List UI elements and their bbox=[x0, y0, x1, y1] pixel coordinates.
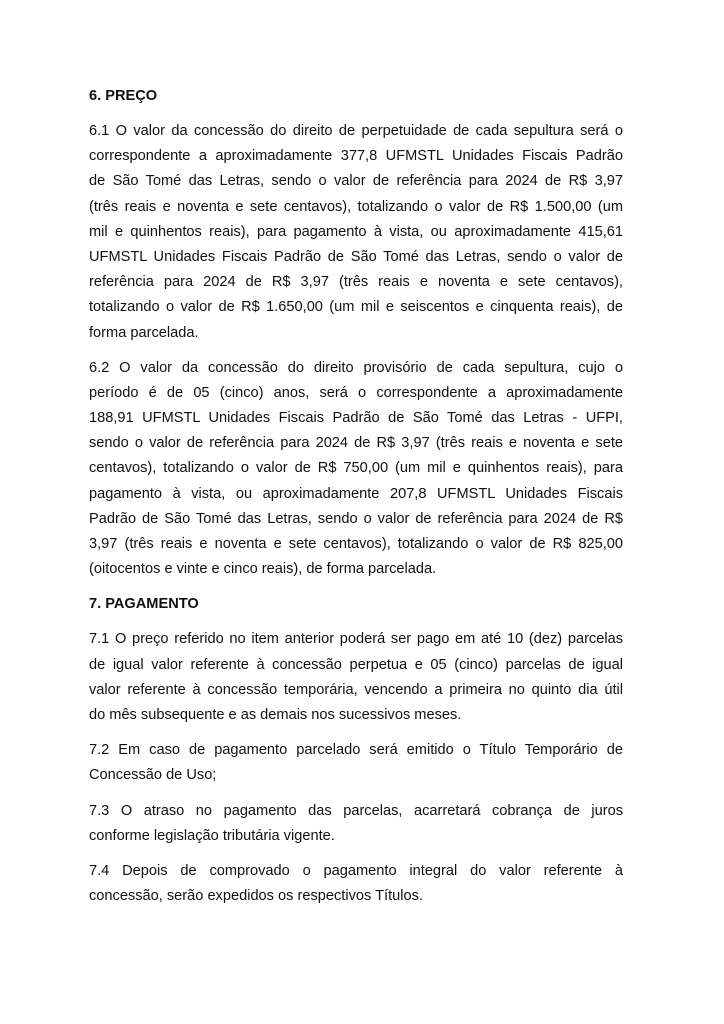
text-line: 6.1 O valor da concessão do direito de perpetuidade de cada sepultura será o bbox=[89, 123, 623, 139]
text-line: 6.2 O valor da concessão do direito provisório de cada sepultura, cujo o bbox=[89, 359, 623, 376]
text-line: referência para 2024 de R$ 3,97 (três reais e noventa e sete centavos), bbox=[89, 274, 623, 291]
text-line: (três reais e noventa e sete centavos), totalizando o valor de R$ 1.500,00 (um bbox=[89, 198, 623, 215]
text-line: concessão, serão expedidos os respectivos Títulos. bbox=[89, 888, 423, 905]
text-line: 7.2 Em caso de pagamento parcelado será emitido o Título Temporário de bbox=[89, 742, 623, 759]
text-line: valor referente à concessão temporária, vencendo a primeira no quinto dia útil bbox=[89, 681, 623, 698]
text-line: (oitocentos e vinte e cinco reais), de forma parcelada. bbox=[89, 561, 437, 578]
paragraph-6-2 bbox=[89, 356, 623, 583]
text-line: 3,97 (três reais e noventa e sete centavos), totalizando o valor de R$ 825,00 bbox=[89, 536, 623, 552]
text-line: sendo o valor de referência para 2024 de R$ 3,97 (três reais e noventa e sete bbox=[89, 435, 623, 452]
text-line: de São Tomé das Letras, sendo o valor de referência para 2024 de R$ 3,97 bbox=[89, 173, 623, 190]
paragraph-7-4 bbox=[89, 859, 623, 909]
document-page bbox=[89, 84, 623, 919]
text-line: 7.3 O atraso no pagamento das parcelas, acarretará cobrança de juros bbox=[89, 802, 623, 819]
text-line: 7.4 Depois de comprovado o pagamento integral do valor referente à bbox=[89, 862, 623, 879]
text-line: do mês subsequente e as demais nos sucessivos meses. bbox=[89, 706, 462, 723]
text-line: UFMSTL Unidades Fiscais Padrão de São Tomé das Letras, sendo o valor de bbox=[89, 248, 623, 265]
section-heading-preco: 6. PREÇO bbox=[89, 88, 158, 104]
paragraph-7-1 bbox=[89, 627, 623, 728]
text-line: pagamento à vista, ou aproximadamente 207,8 UFMSTL Unidades Fiscais bbox=[89, 485, 623, 502]
text-line: mil e quinhentos reais), para pagamento à vista, ou aproximadamente 415,61 bbox=[89, 223, 623, 240]
text-line: forma parcelada. bbox=[89, 324, 199, 341]
paragraph-6-1 bbox=[89, 119, 623, 346]
text-line: correspondente a aproximadamente 377,8 UFMSTL Unidades Fiscais Padrão bbox=[89, 148, 623, 165]
text-line: 188,91 UFMSTL Unidades Fiscais Padrão de São Tomé das Letras - UFPI, bbox=[89, 410, 623, 427]
text-line: Concessão de Uso; bbox=[89, 767, 217, 784]
text-line: centavos), totalizando o valor de R$ 750,00 (um mil e quinhentos reais), para bbox=[89, 460, 623, 477]
section-heading-pagamento: 7. PAGAMENTO bbox=[89, 596, 199, 613]
text-line: de igual valor referente à concessão perpetua e 05 (cinco) parcelas de igual bbox=[89, 656, 623, 673]
text-line: conforme legislação tributária vigente. bbox=[89, 827, 335, 844]
text-line: período é de 05 (cinco) anos, será o correspondente a aproximadamente bbox=[89, 384, 623, 401]
text-line: 7.1 O preço referido no item anterior poderá ser pago em até 10 (dez) parcelas bbox=[89, 631, 623, 648]
section-pagamento bbox=[89, 592, 623, 909]
section-preco bbox=[89, 84, 623, 582]
text-line: Padrão de São Tomé das Letras, sendo o valor de referência para 2024 de R$ bbox=[89, 510, 623, 527]
paragraph-7-3 bbox=[89, 799, 623, 849]
text-line: totalizando o valor de R$ 1.650,00 (um mil e seiscentos e cinquenta reais), de bbox=[89, 299, 623, 316]
paragraph-7-2 bbox=[89, 738, 623, 788]
